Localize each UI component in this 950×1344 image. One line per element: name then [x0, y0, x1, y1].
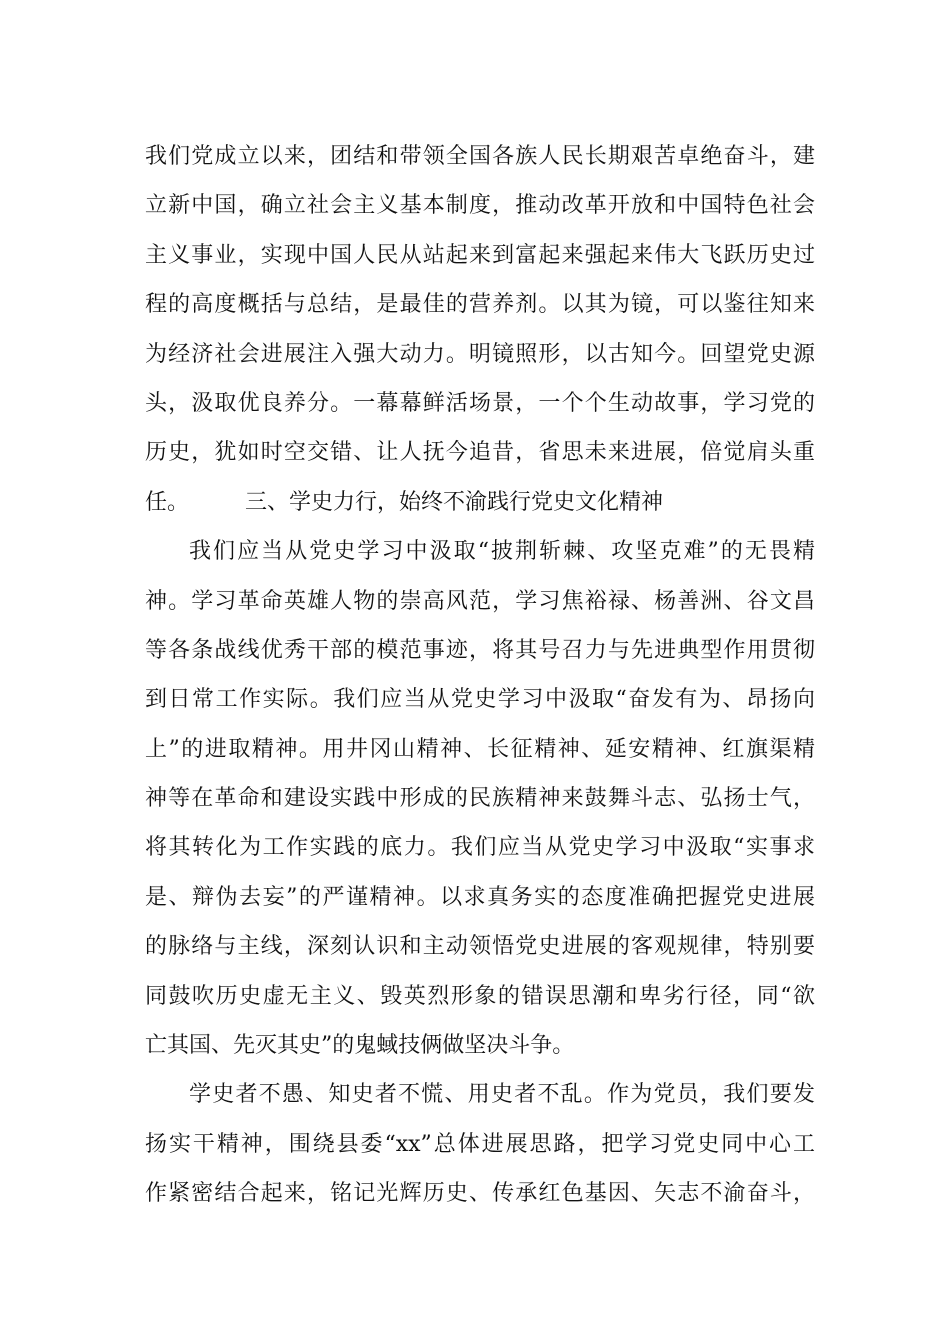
text-line: 立新中国，确立社会主义基本制度，推动改革开放和中国特色社会 — [145, 193, 815, 219]
text-line: 神等在革命和建设实践中形成的民族精神来鼓舞斗志、弘扬士气， — [145, 786, 815, 812]
text-line: 程的高度概括与总结，是最佳的营养剂。以其为镜，可以鉴往知来 — [145, 292, 815, 318]
paragraph-first-line: 学史者不愚、知史者不慌、用史者不乱。作为党员，我们要发 — [189, 1082, 815, 1108]
paragraph-first-line: 我们应当从党史学习中汲取“披荆斩棘、攻坚克难”的无畏精 — [189, 539, 815, 565]
text-line: 上”的进取精神。用井冈山精神、长征精神、延安精神、红旗渠精 — [145, 736, 815, 762]
text-line: 是、辩伪去妄”的严谨精神。以求真务实的态度准确把握党史进展 — [145, 884, 815, 910]
text-line: 为经济社会进展注入强大动力。明镜照形，以古知今。回望党史源 — [145, 341, 815, 367]
text-line: 等各条战线优秀干部的模范事迹，将其号召力与先进典型作用贯彻 — [145, 637, 815, 663]
text-line: 同鼓吹历史虚无主义、毁英烈形象的错误思潮和卑劣行径，同“欲 — [145, 983, 815, 1009]
text-line: 主义事业，实现中国人民从站起来到富起来强起来伟大飞跃历史过 — [145, 242, 815, 268]
paragraph-last-line: 亡其国、先灭其史”的鬼蜮技俩做坚决斗争。 — [145, 1033, 575, 1059]
text-line: 的脉络与主线，深刻认识和主动领悟党史进展的客观规律，特别要 — [145, 934, 815, 960]
text-line: 扬实干精神，围绕县委“xx”总体进展思路，把学习党史同中心工 — [145, 1131, 815, 1157]
text-line: 头，汲取优良养分。一幕幕鲜活场景，一个个生动故事，学习党的 — [145, 390, 815, 416]
section-heading-line: 任。 三、学史力行，始终不渝践行党史文化精神 — [145, 489, 663, 515]
body-text — [145, 132, 815, 1219]
text-line: 到日常工作实际。我们应当从党史学习中汲取“奋发有为、昂扬向 — [145, 687, 815, 713]
text-line: 将其转化为工作实践的底力。我们应当从党史学习中汲取“实事求 — [145, 835, 815, 861]
text-line: 神。学习革命英雄人物的崇高风范，学习焦裕禄、杨善洲、谷文昌 — [145, 588, 815, 614]
text-line: 作紧密结合起来，铭记光辉历史、传承红色基因、矢志不渝奋斗， — [145, 1181, 815, 1207]
text-line: 我们党成立以来，团结和带领全国各族人民长期艰苦卓绝奋斗，建 — [145, 144, 815, 169]
text-line: 历史，犹如时空交错、让人抚今追昔，省思未来进展，倍觉肩头重 — [145, 440, 815, 466]
